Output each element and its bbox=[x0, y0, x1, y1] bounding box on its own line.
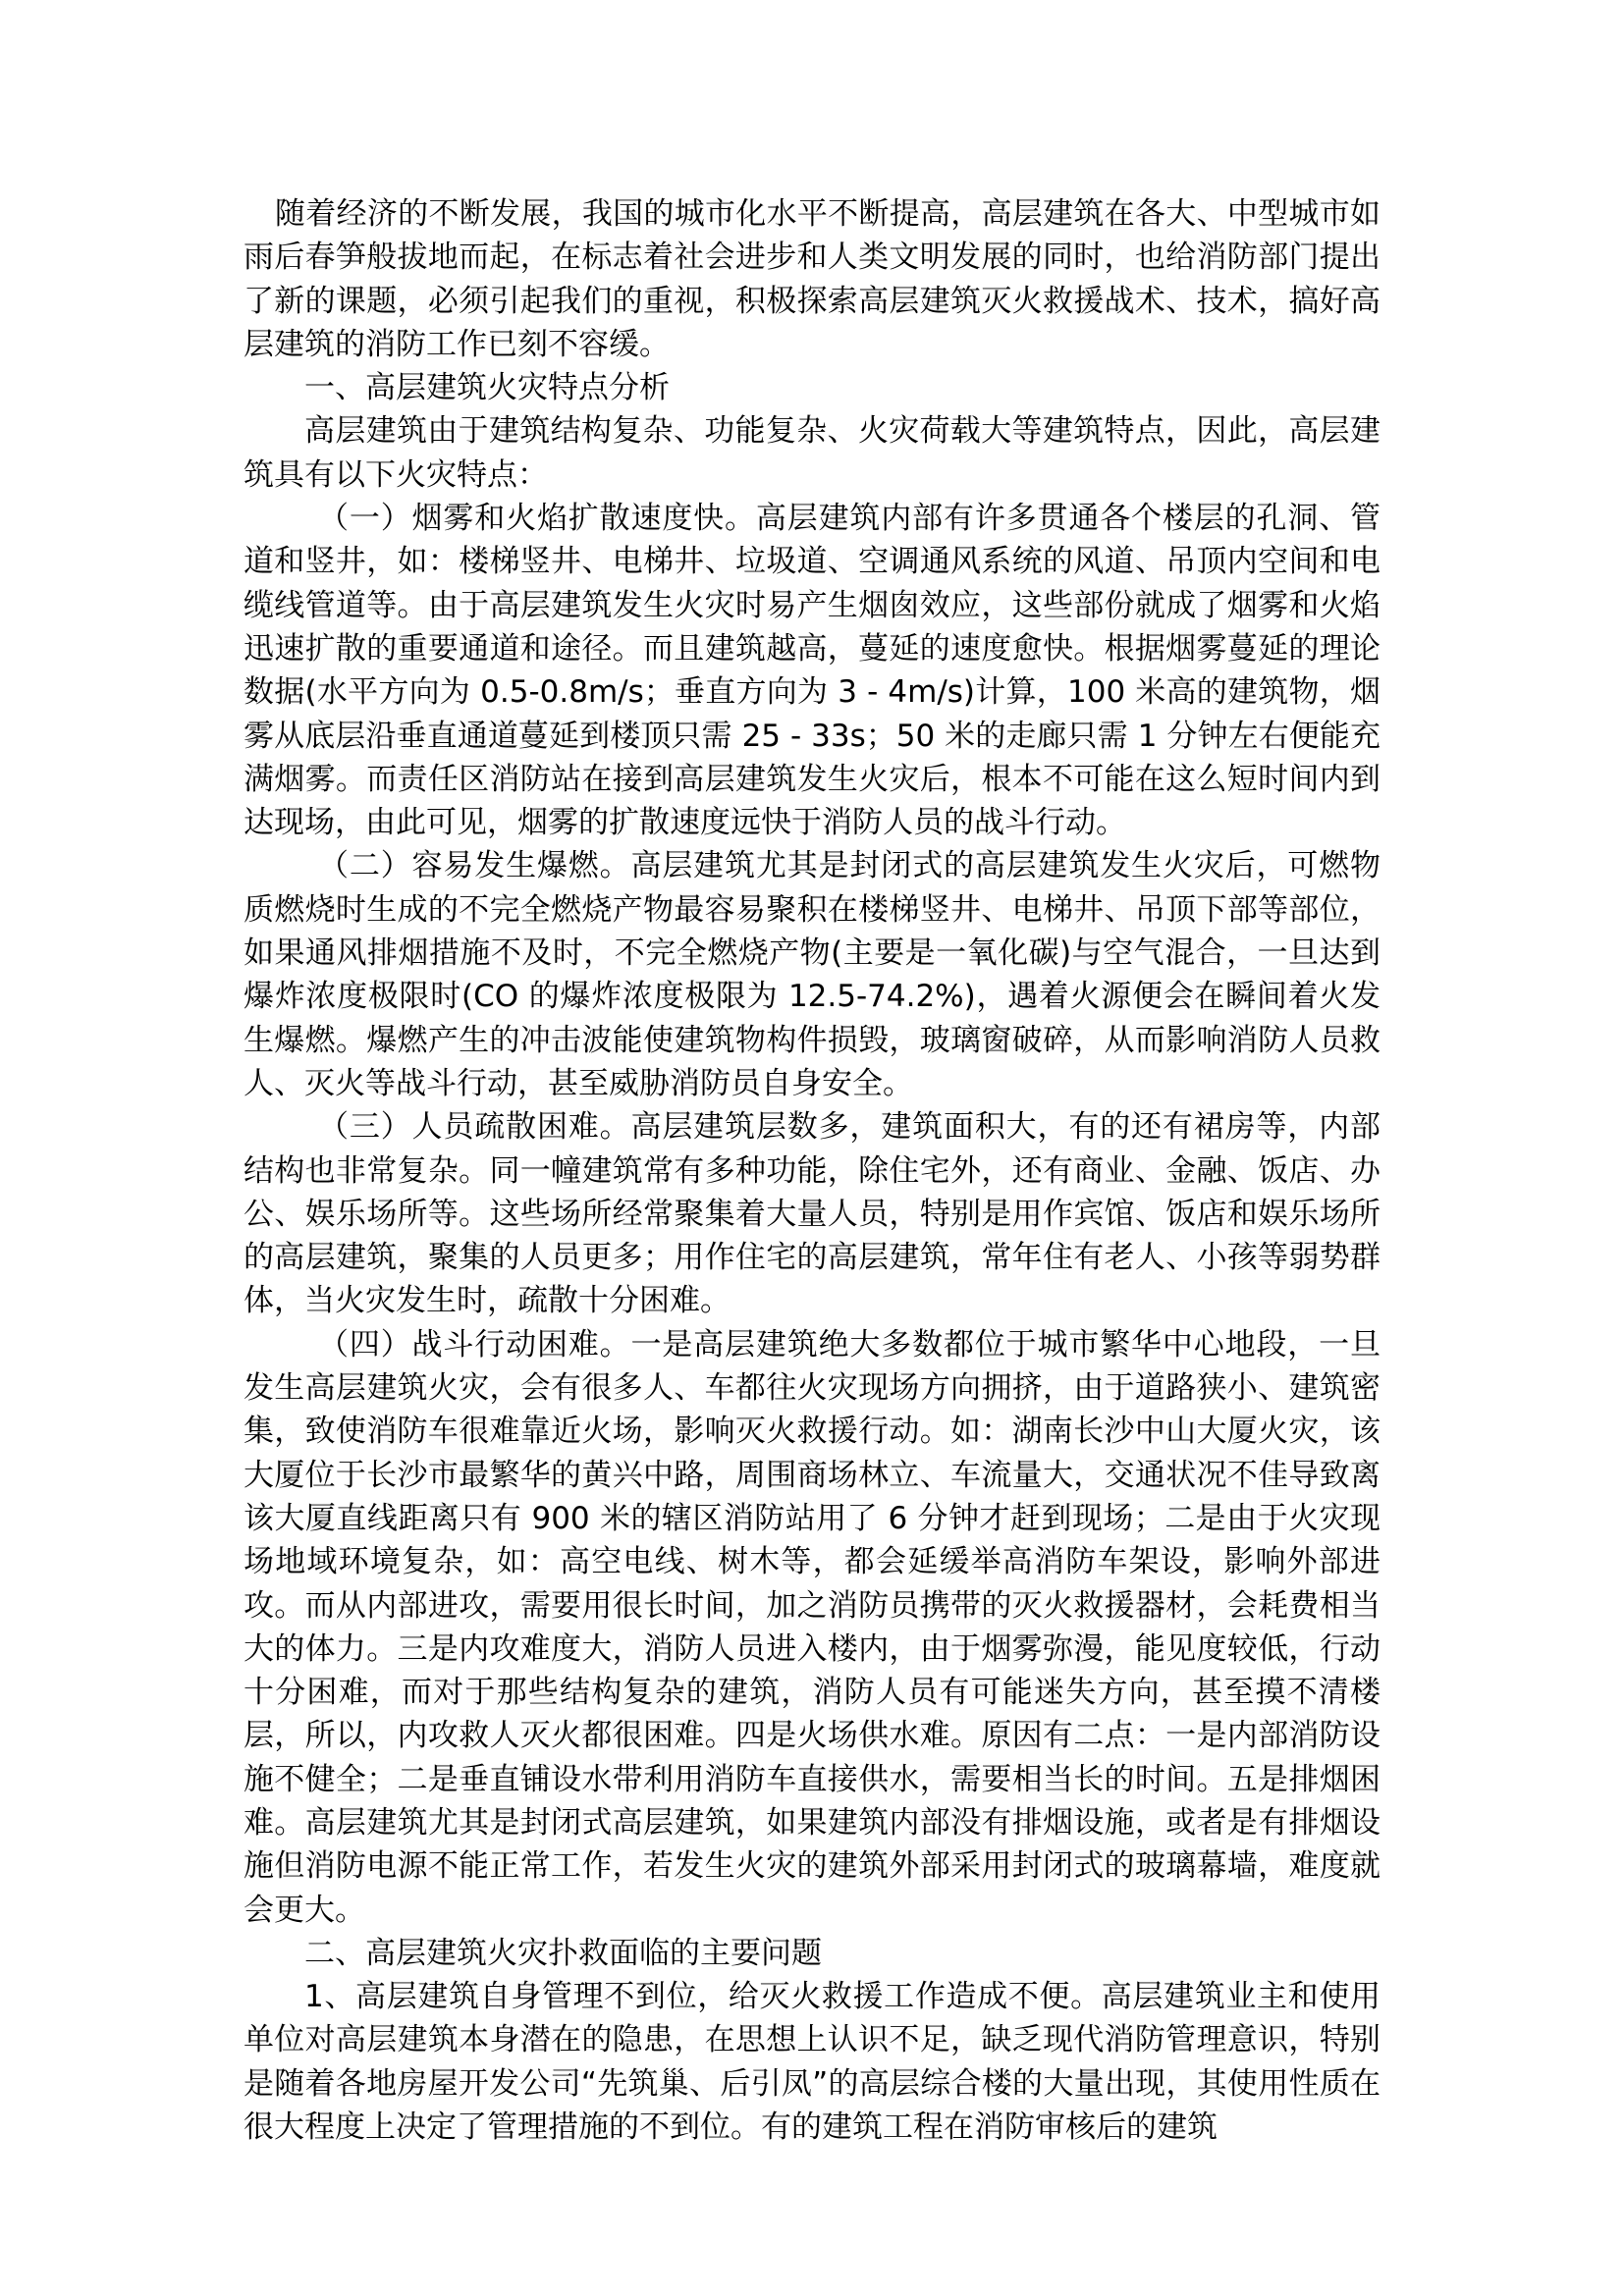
document-page bbox=[244, 192, 1380, 2149]
smoke-spread-paragraph: （一）烟雾和火焰扩散速度快。高层建筑内部有许多贯通各个楼层的孔洞、管道和竖井，如：楼梯竖井、电梯井、垃圾道、空调通风系统的风道、吊顶内空间和电缆线管道等。由于高层建筑发生火灾时易产生烟囱效应，这些部份就成了烟雾和火焰迅速扩散的重要通道和途径。而且建筑越高，蔓延的速度愈快。根据烟雾蔓延的理论数据(水平方向为 0.5-0.8m/s；垂直方向为 3 - 4m/s)计算，100 米高的建筑物，烟雾从底层沿垂直通道蔓延到楼顶只需 25 - 33s；50 米的走廊只需 1 分钟左右便能充满烟雾。而责任区消防站在接到高层建筑发生火灾后，根本不可能在这么短时间内到达现场，由此可见，烟雾的扩散速度远快于消防人员的战斗行动。 bbox=[244, 501, 1380, 841]
section-heading-2: 二、高层建筑火灾扑救面临的主要问题 bbox=[304, 1935, 822, 1971]
explosion-paragraph: （二）容易发生爆燃。高层建筑尤其是封闭式的高层建筑发生火灾后，可燃物质燃烧时生成的不完全燃烧产物最容易聚积在楼梯竖井、电梯井、吊顶下部等部位，如果通风排烟措施不及时，不完全燃烧产物(主要是一氧化碳)与空气混合，一旦达到爆炸浓度极限时(CO 的爆炸浓度极限为 12.5-74.2%)，遇着火源便会在瞬间着火发生爆燃。爆燃产生的冲击波能使建筑物构件损毁，玻璃窗破碎，从而影响消防人员救人、灭火等战斗行动，甚至威胁消防员自身安全。 bbox=[244, 848, 1380, 1101]
management-paragraph: 1、高层建筑自身管理不到位，给灭火救援工作造成不便。高层建筑业主和使用单位对高层建筑本身潜在的隐患，在思想上认识不足，缺乏现代消防管理意识，特别是随着各地房屋开发公司“先筑巢、后引凤”的高层综合楼的大量出现，其使用性质在很大程度上决定了管理措施的不到位。有的建筑工程在消防审核后的建筑 bbox=[244, 1979, 1380, 2146]
combat-difficulty-paragraph: （四）战斗行动困难。一是高层建筑绝大多数都位于城市繁华中心地段，一旦发生高层建筑火灾，会有很多人、车都往火灾现场方向拥挤，由于道路狭小、建筑密集，致使消防车很难靠近火场，影响灭火救援行动。如：湖南长沙中山大厦火灾，该大厦位于长沙市最繁华的黄兴中路，周围商场林立、车流量大，交通状况不佳导致离该大厦直线距离只有 900 米的辖区消防站用了 6 分钟才赶到现场；二是由于火灾现场地域环境复杂，如：高空电线、树木等，都会延缓举高消防车架设，影响外部进攻。而从内部进攻，需要用很长时间，加之消防员携带的灭火救援器材，会耗费相当大的体力。三是内攻难度大，消防人员进入楼内，由于烟雾弥漫，能见度较低，行动十分困难，而对于那些结构复杂的建筑，消防人员有可能迷失方向，甚至摸不清楼层，所以，内攻救人灭火都很困难。四是火场供水难。原因有二点：一是内部消防设施不健全；二是垂直铺设水带利用消防车直接供水，需要相当长的时间。五是排烟困难。高层建筑尤其是封闭式高层建筑，如果建筑内部没有排烟设施，或者是有排烟设施但消防电源不能正常工作，若发生火灾的建筑外部采用封闭式的玻璃幕墙，难度就会更大。 bbox=[244, 1326, 1380, 1928]
section-heading-1: 一、高层建筑火灾特点分析 bbox=[304, 370, 670, 406]
evacuation-paragraph: （三）人员疏散困难。高层建筑层数多，建筑面积大，有的还有裙房等，内部结构也非常复杂。同一幢建筑常有多种功能，除住宅外，还有商业、金融、饭店、办公、娱乐场所等。这些场所经常聚集着大量人员，特别是用作宾馆、饭店和娱乐场所的高层建筑，聚集的人员更多；用作住宅的高层建筑，常年住有老人、小孩等弱势群体，当火灾发生时，疏散十分困难。 bbox=[244, 1109, 1380, 1319]
characteristics-paragraph: 高层建筑由于建筑结构复杂、功能复杂、火灾荷载大等建筑特点，因此，高层建筑具有以下火灾特点： bbox=[244, 413, 1380, 493]
intro-paragraph: 随着经济的不断发展，我国的城市化水平不断提高，高层建筑在各大、中型城市如雨后春笋般拔地而起，在标志着社会进步和人类文明发展的同时，也给消防部门提出了新的课题，必须引起我们的重视，积极探索高层建筑灭火救援战术、技术，搞好高层建筑的消防工作已刻不容缓。 bbox=[244, 196, 1380, 362]
